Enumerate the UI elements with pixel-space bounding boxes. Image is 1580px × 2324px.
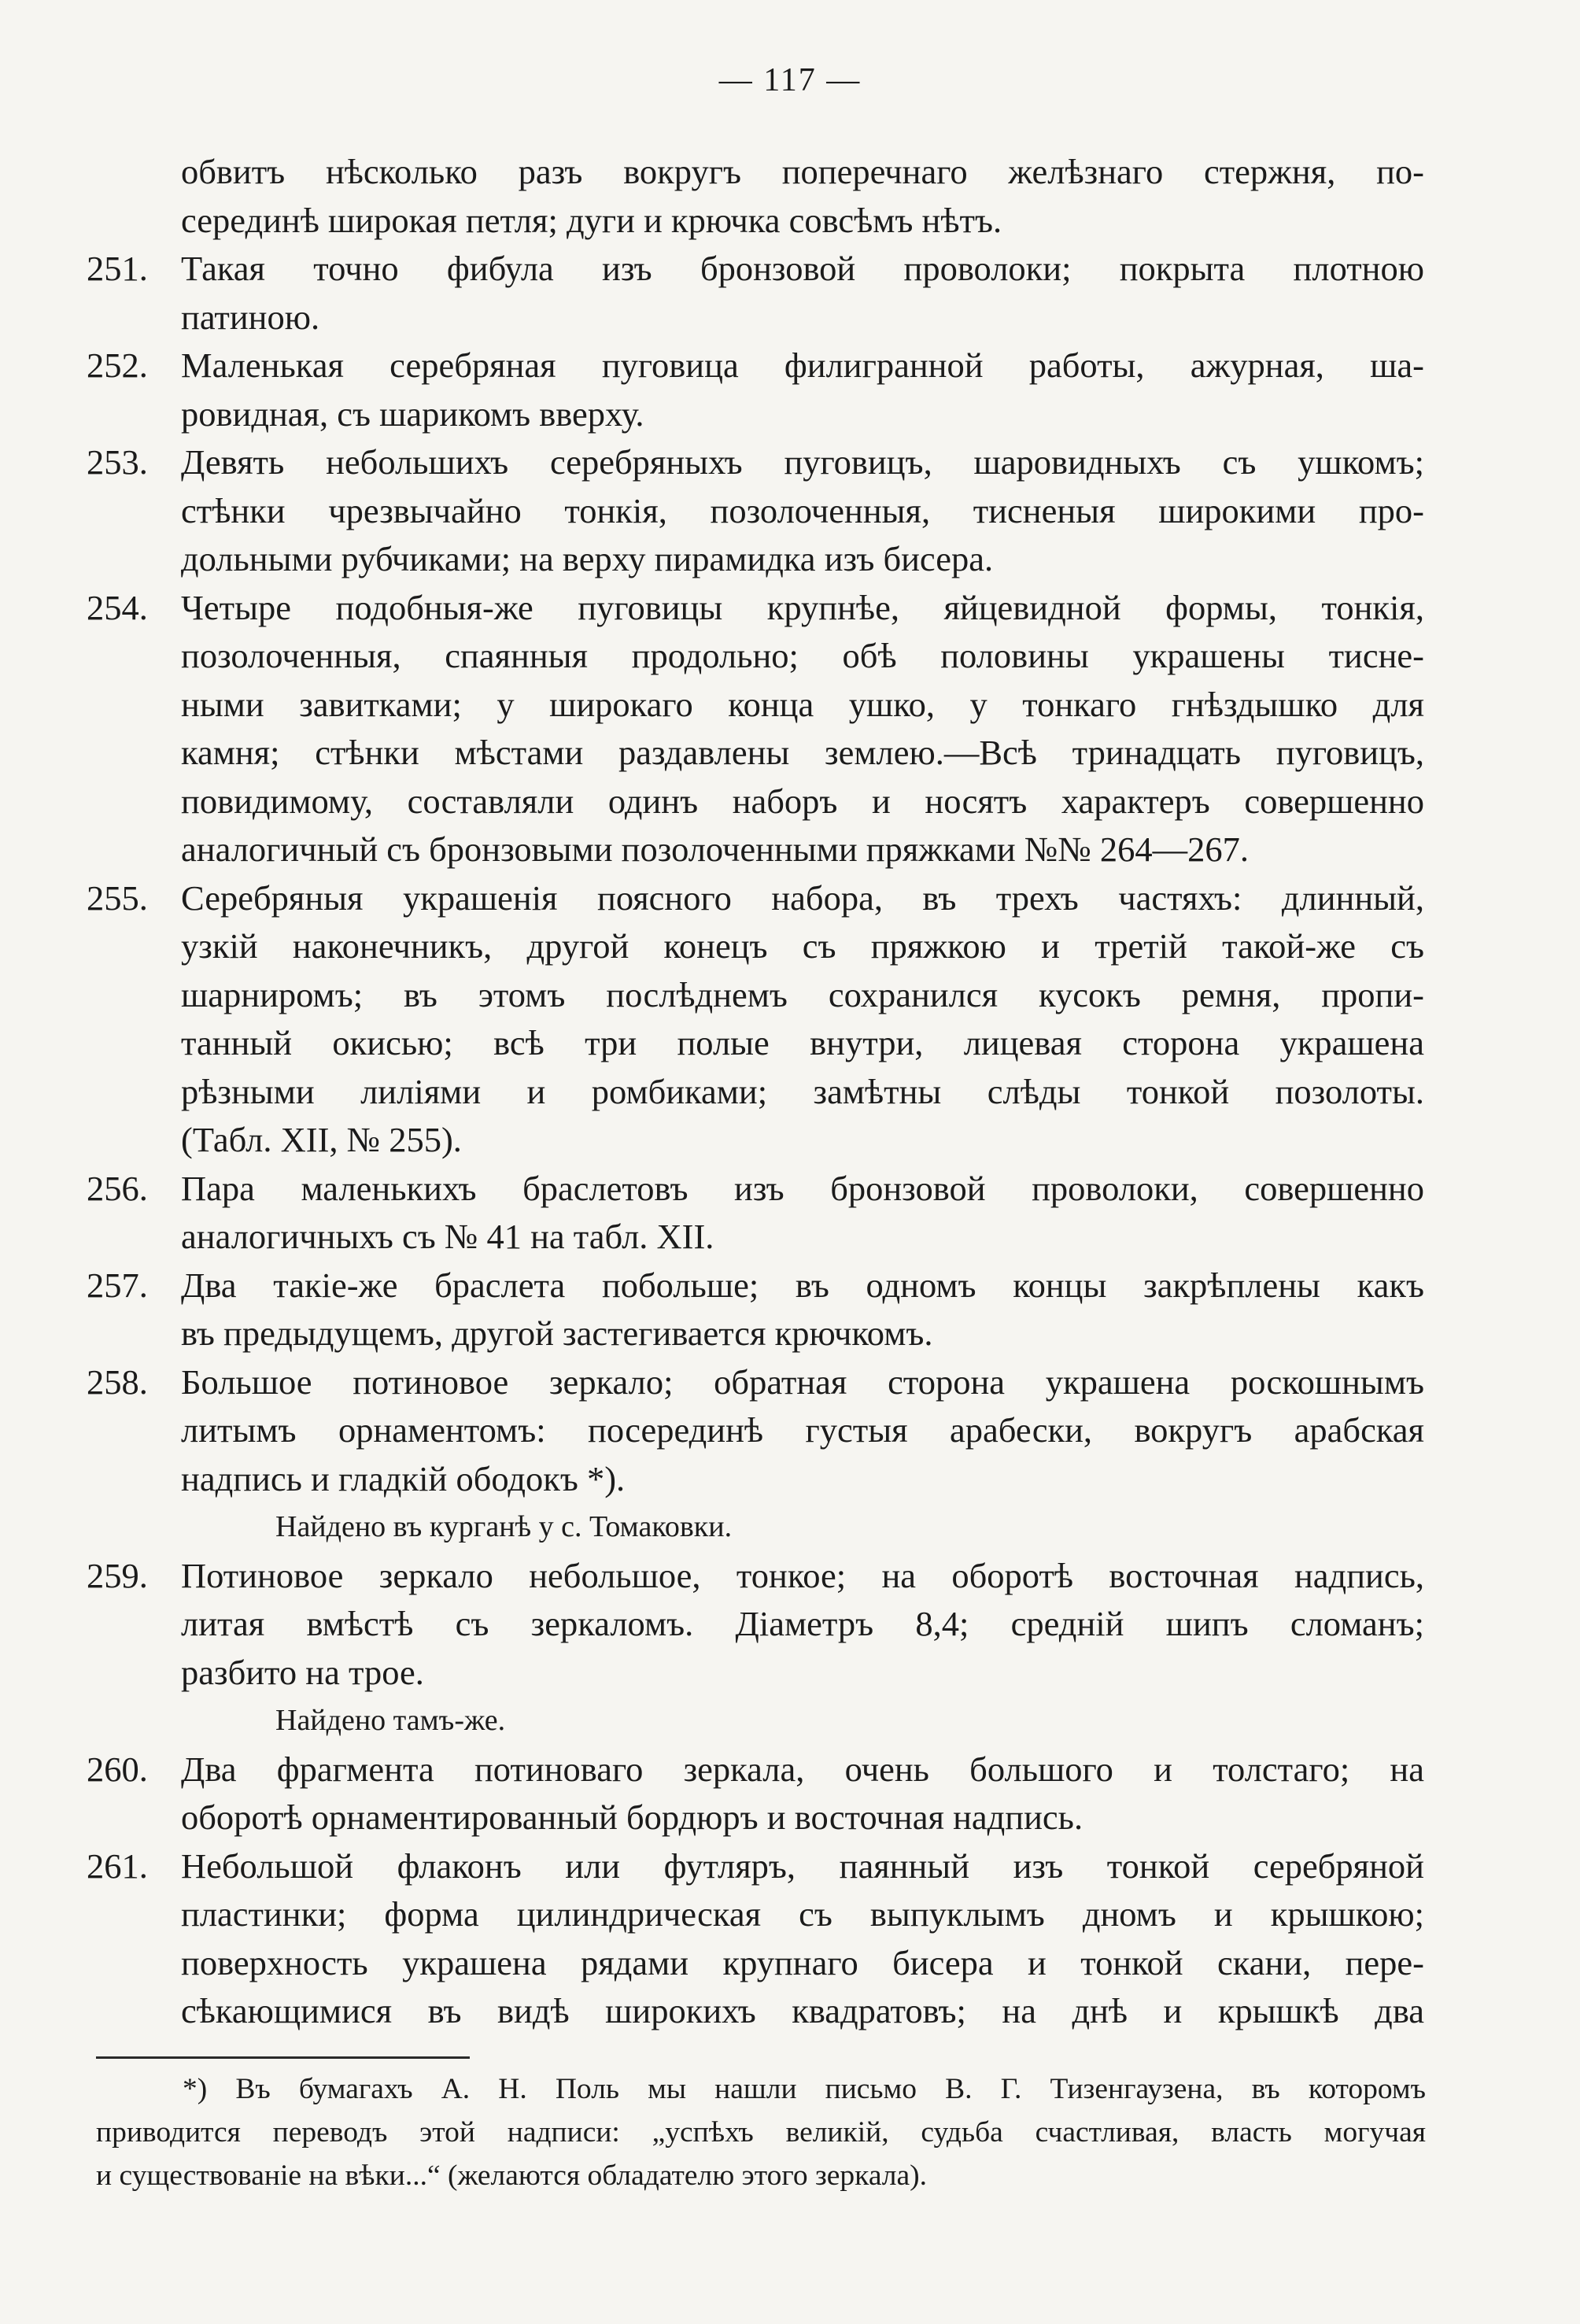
- entry-number: 259.: [87, 1555, 148, 1595]
- footnote-line: и существованіе на вѣки...“ (желаются обладателю этого зеркала).: [96, 2160, 928, 2192]
- text-line: повидимому, составляли одинъ наборъ и носятъ характеръ совершенно: [181, 781, 1424, 821]
- entry-text: [181, 342, 1424, 438]
- catalogue-entry: [87, 1746, 1424, 1842]
- text-line: ными завитками; у широкаго конца ушко, у тонкаго гнѣздышко для: [181, 684, 1424, 724]
- entry-text: [181, 1746, 1424, 1842]
- text-line: Потиновое зеркало небольшое, тонкое; на оборотѣ восточная надпись,: [181, 1555, 1424, 1595]
- continuation-paragraph: [87, 148, 1424, 245]
- text-line: Два фрагмента потиноваго зеркала, очень большого и толстаго; на: [181, 1749, 1424, 1789]
- entry-number: 254.: [87, 587, 148, 627]
- entry-text: [181, 1262, 1424, 1358]
- catalogue-entries: [87, 245, 1424, 2036]
- entry-text: [181, 584, 1424, 874]
- catalogue-entry: [87, 874, 1424, 1165]
- text-line: рѣзными лиліями и ромбиками; замѣтны слѣды тонкой позолоты.: [181, 1071, 1424, 1111]
- footnote: [96, 2067, 1426, 2197]
- text-line: стѣнки чрезвычайно тонкія, позолоченныя, тисненыя широкими про-: [181, 490, 1424, 530]
- text-line: камня; стѣнки мѣстами раздавлены землею.—Всѣ тринадцать пуговицъ,: [181, 733, 1424, 772]
- catalogue-entry: [87, 1165, 1424, 1262]
- catalogue-entry: [87, 584, 1424, 874]
- catalogue-entry: [87, 1358, 1424, 1504]
- footnote-divider: [96, 2056, 470, 2059]
- text-line: оборотѣ орнаментированный бордюръ и восточная надпись.: [181, 1797, 1083, 1837]
- text-line: обвитъ нѣсколько разъ вокругъ поперечнаго желѣзнаго стержня, по-: [181, 152, 1424, 191]
- entry-number: 256.: [87, 1168, 148, 1208]
- text-line: разбито на трое.: [181, 1652, 424, 1692]
- page-body: [87, 148, 1424, 2036]
- text-line: танный окисью; всѣ три полые внутри, лицевая сторона украшена: [181, 1023, 1424, 1062]
- text-line: Такая точно фибула изъ бронзовой проволоки; покрыта плотною: [181, 249, 1424, 288]
- text-line: позолоченныя, спаянныя продольно; обѣ половины украшены тисне-: [181, 636, 1424, 675]
- entry-number: 253.: [87, 442, 148, 482]
- text-line: шарниромъ; въ этомъ послѣднемъ сохранился кусокъ ремня, пропи-: [181, 974, 1424, 1014]
- text-line: дольными рубчиками; на верху пирамидка изъ бисера.: [181, 539, 994, 578]
- entry-number: 252.: [87, 345, 148, 385]
- catalogue-entry: [87, 342, 1424, 438]
- entry-text: [181, 1358, 1424, 1504]
- text-line: аналогичный съ бронзовыми позолоченными пряжками №№ 264—267.: [181, 829, 1250, 869]
- entry-text: [181, 1165, 1424, 1262]
- text-line: въ предыдущемъ, другой застегивается крючкомъ.: [181, 1313, 933, 1353]
- entry-text: [181, 1842, 1424, 2036]
- text-line: пластинки; форма цилиндрическая съ выпуклымъ дномъ и крышкою;: [181, 1894, 1424, 1934]
- text-line: сѣкающимися въ видѣ широкихъ квадратовъ; на днѣ и крышкѣ два: [181, 1991, 1424, 2030]
- entry-number: 251.: [87, 249, 148, 288]
- text-line: серединѣ широкая петля; дуги и крючка совсѣмъ нѣтъ.: [181, 200, 1002, 240]
- entry-number: 255.: [87, 878, 148, 918]
- text-line: узкій наконечникъ, другой конецъ съ пряжкою и третій такой-же съ: [181, 926, 1424, 966]
- entry-text: [181, 438, 1424, 584]
- text-line: литая вмѣстѣ съ зеркаломъ. Діаметръ 8,4; средній шипъ сломанъ;: [181, 1604, 1424, 1643]
- text-line: (Табл. XII, № 255).: [181, 1120, 462, 1159]
- entry-number: 261.: [87, 1846, 148, 1886]
- text-line: Пара маленькихъ браслетовъ изъ бронзовой проволоки, совершенно: [181, 1168, 1424, 1208]
- text-line: ровидная, съ шарикомъ вверху.: [181, 393, 644, 434]
- footnote-line: приводится переводъ этой надписи: „успѣхъ великій, судьба счастливая, власть могучая: [96, 2116, 1426, 2148]
- catalogue-entry: [87, 245, 1424, 342]
- catalogue-entry: [87, 1552, 1424, 1698]
- text-line: Маленькая серебряная пуговица филигранной работы, ажурная, ша-: [181, 345, 1424, 385]
- find-location-note: Найдено тамъ-же.: [275, 1704, 506, 1737]
- text-line: литымъ орнаментомъ: посерединѣ густыя арабески, вокругъ арабская: [181, 1410, 1424, 1450]
- text-line: Большое потиновое зеркало; обратная сторона украшена роскошнымъ: [181, 1362, 1424, 1402]
- find-location-note: Найдено въ курганѣ у с. Томаковки.: [275, 1510, 733, 1543]
- footnote-line: *) Въ бумагахъ А. Н. Поль мы нашли письмо В. Г. Тизенгаузена, въ которомъ: [183, 2073, 1426, 2105]
- page-number: — 117 —: [718, 62, 862, 98]
- entry-number: 257.: [87, 1265, 148, 1305]
- catalogue-entry: [87, 1842, 1424, 2036]
- text-line: патиною.: [181, 297, 320, 337]
- text-line: Два такіе-же браслета побольше; въ одномъ концы закрѣплены какъ: [181, 1265, 1424, 1305]
- entry-number: 260.: [87, 1749, 148, 1789]
- text-line: надпись и гладкій ободокъ *).: [181, 1458, 626, 1498]
- entry-text: [181, 1552, 1424, 1698]
- text-line: Четыре подобныя-же пуговицы крупнѣе, яйцевидной формы, тонкія,: [181, 587, 1424, 627]
- text-line: Серебряныя украшенія поясного набора, въ трехъ частяхъ: длинный,: [181, 878, 1424, 918]
- text-line: Девять небольшихъ серебряныхъ пуговицъ, шаровидныхъ съ ушкомъ;: [181, 442, 1424, 482]
- catalogue-entry: [87, 1262, 1424, 1358]
- entry-text: [181, 245, 1424, 342]
- catalogue-entry: [87, 438, 1424, 584]
- text-line: поверхность украшена рядами крупнаго бисера и тонкой скани, пере-: [181, 1942, 1424, 1982]
- entry-number: 258.: [87, 1362, 148, 1402]
- text-line: Небольшой флаконъ или футляръ, паянный изъ тонкой серебряной: [181, 1846, 1424, 1886]
- text-line: аналогичныхъ съ № 41 на табл. XII.: [181, 1217, 714, 1256]
- entry-text: [181, 874, 1424, 1165]
